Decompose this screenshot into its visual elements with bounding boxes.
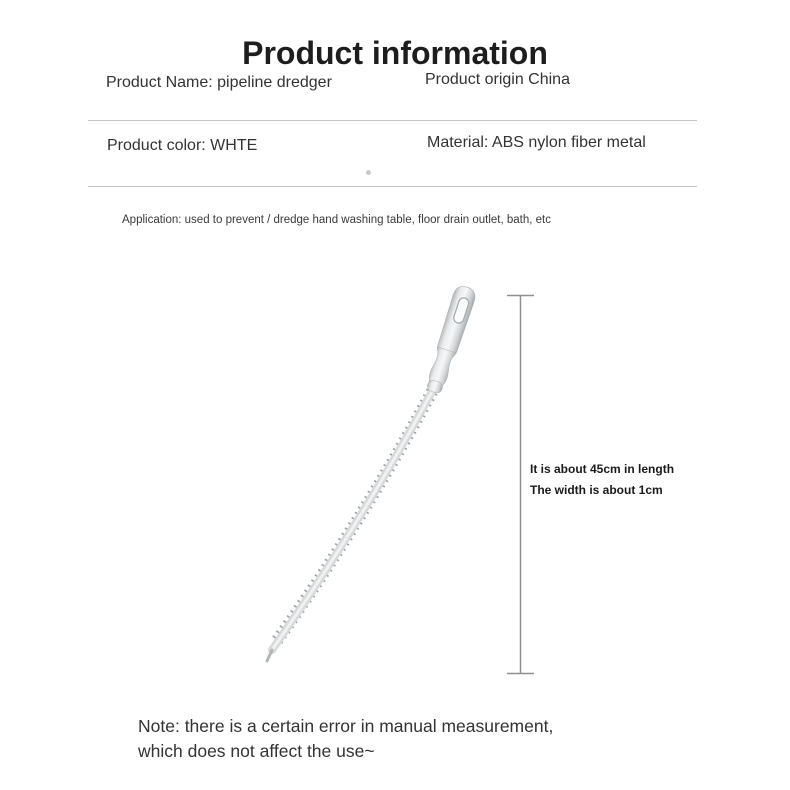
product-name-value: Product Name: pipeline dredger: [106, 74, 332, 91]
product-origin-value: Product origin China: [425, 71, 570, 88]
page-title: Product information: [242, 35, 548, 72]
length-label: It is about 45cm in length: [530, 462, 675, 476]
width-label: The width is about 1cm: [530, 483, 663, 497]
note-line-1: Note: there is a certain error in manual measurement,: [138, 716, 554, 736]
dimension-labels: [530, 459, 674, 501]
note-text: [138, 714, 553, 764]
product-color-value: Product color: WHTE: [107, 137, 258, 154]
handle: [423, 284, 478, 395]
note-line-2: which does not affect the use~: [138, 741, 375, 761]
material-value: Material: ABS nylon fiber metal: [427, 134, 646, 151]
application-text: Application: used to prevent / dredge hand washing table, floor drain outlet, bath, etc: [122, 214, 551, 226]
shaft: [267, 386, 435, 661]
